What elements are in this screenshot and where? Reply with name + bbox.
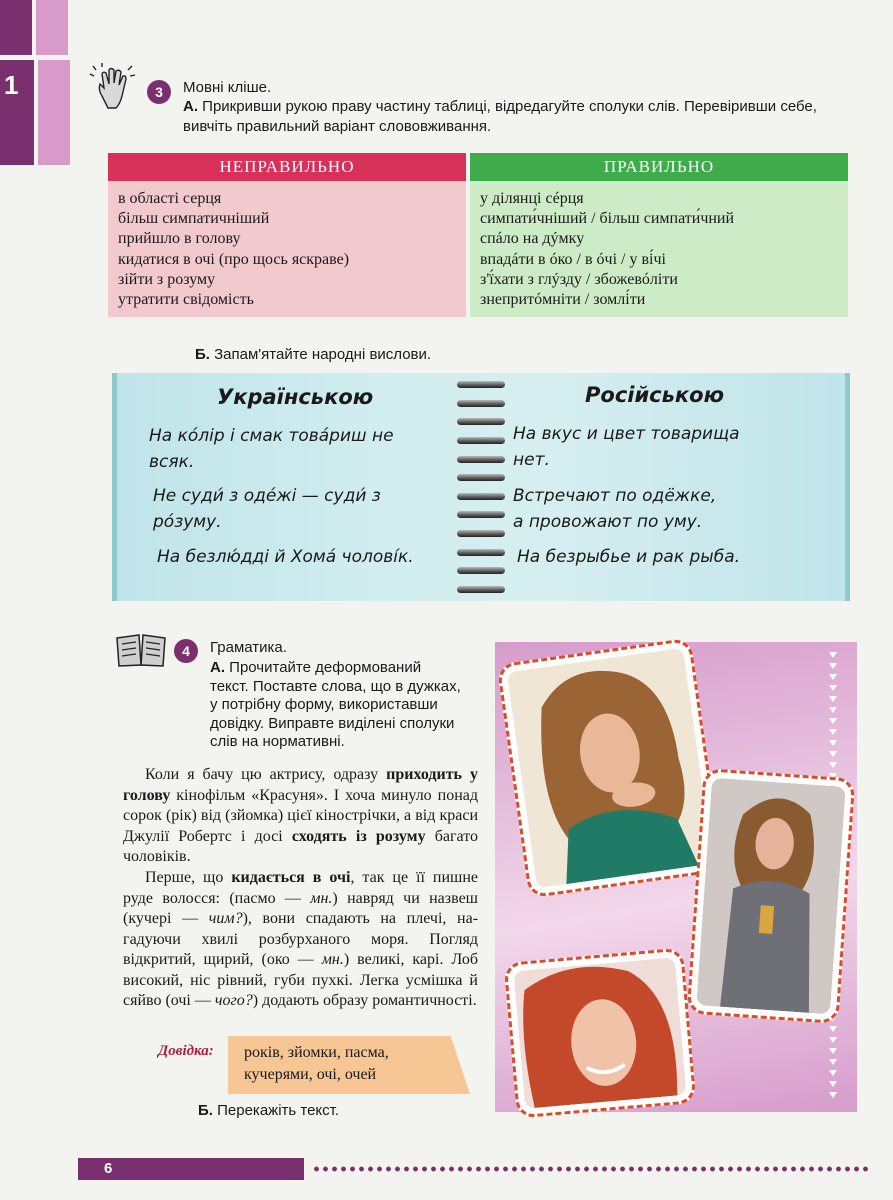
photo-frame-3 <box>504 947 697 1118</box>
wrong-item: утратити свідомість <box>118 291 254 309</box>
ukr-proverb-3: На безлю́дді й Хомá чоловíк. <box>157 547 414 567</box>
wrong-item: кидатися в очі (про щось яскраве) <box>118 250 350 268</box>
spiral-ring <box>457 511 505 518</box>
footer-dotted-line <box>312 1166 872 1172</box>
part-a-text: Прикривши рукою праву частину таблиці, відредагуйте сполуки слів. Перевіривши себе, вивчіть правильний варіант слововживання. <box>183 98 817 135</box>
hint-words: років, зйомки, пасма, кучерями, очі, очей <box>244 1044 389 1083</box>
wrong-item: прийшло в голову <box>118 230 241 248</box>
margin-tab-pink <box>38 60 70 165</box>
spiral-ring <box>457 530 505 537</box>
book-icon <box>115 632 167 668</box>
highlighted-phrase: кидається в очі <box>231 869 351 886</box>
part-b-label: Б. <box>198 1102 213 1119</box>
spiral-ring <box>457 549 505 556</box>
spiral-ring <box>457 586 505 593</box>
wrong-item: зійти з розуму <box>118 270 216 288</box>
rus-proverb-3: На безрыбье и рак рыба. <box>517 547 741 567</box>
rus-proverb-2: Встречают по одёжке, а провожают по уму. <box>513 486 717 532</box>
part-a-label: А. <box>210 659 225 676</box>
hand-icon <box>88 62 140 112</box>
part-b-text: Перекажіть текст. <box>217 1102 340 1119</box>
right-column-header: ПРАВИЛЬНО <box>470 153 848 181</box>
right-item: симпати́чніший / більш симпати́чний <box>480 210 735 228</box>
proverbs-notebook <box>112 373 850 601</box>
actress-photo-2 <box>696 778 846 1015</box>
spiral-ring <box>457 493 505 500</box>
spiral-binding <box>453 377 509 597</box>
rus-proverb-1: На вкус и цвет товарища нет. <box>513 424 740 470</box>
ukr-proverb-1: На кóлір і смак товáриш не всяк. <box>149 426 394 472</box>
ukr-proverb-2: Не суди́ з одéжі — суди́ з рóзуму. <box>153 486 381 532</box>
part-b-text: Запам'ятайте народні вислови. <box>214 346 432 363</box>
actress-photo-1 <box>507 648 714 889</box>
task-4-part-b <box>198 1101 339 1121</box>
unit-number-tab <box>0 60 34 165</box>
task-3-title: Мовні кліше. <box>183 79 272 96</box>
part-b-label: Б. <box>195 346 210 363</box>
spiral-ring <box>457 474 505 481</box>
actress-photo-3 <box>513 957 686 1109</box>
spiral-ring <box>457 381 505 388</box>
correction-table <box>108 153 848 317</box>
task-3-part-b <box>195 345 431 365</box>
task-4-number: 4 <box>174 639 198 663</box>
spiral-ring <box>457 418 505 425</box>
photo-frame-1 <box>497 638 724 899</box>
wrong-column-header: НЕПРАВИЛЬНО <box>108 153 466 181</box>
task-4-part-a: А. Прочитайте деформований текст. Поставте слова, що в дужках, у потрібну форму, використавши довідку. Виправте виділені сполуки слів на нормативні. <box>210 659 461 750</box>
highlighted-phrase: сходять із розуму <box>291 827 426 845</box>
spiral-ring <box>457 456 505 463</box>
right-item: з'ї́хати з глýзду / збожевóліти <box>480 270 678 288</box>
task-4-title: Граматика. <box>210 639 287 656</box>
spiral-ring <box>457 567 505 574</box>
russian-header: Російською <box>585 383 725 407</box>
highlighted-phrase: приходить у голову <box>123 766 478 804</box>
margin-tab-top-pink <box>36 0 68 55</box>
spiral-ring <box>457 400 505 407</box>
right-column <box>470 181 848 317</box>
task-3-part-a <box>183 97 855 137</box>
margin-tab-top-dark <box>0 0 32 55</box>
right-item: впадáти в óко / в óчі / у ві́чі <box>480 250 666 268</box>
wrong-column <box>108 181 466 317</box>
page-number: 6 <box>78 1158 304 1180</box>
wrong-item: більш симпатичніший <box>118 210 270 228</box>
wrong-item: в області серця <box>118 190 222 207</box>
task-3-number: 3 <box>147 80 171 104</box>
right-item: спáло на дýмку <box>480 230 585 248</box>
spiral-ring <box>457 437 505 444</box>
unit-number: 1 <box>4 70 19 100</box>
part-a-label: А. <box>183 98 198 115</box>
hint-label: Довідка: <box>158 1043 214 1059</box>
ukrainian-header: Українською <box>217 385 374 409</box>
text-paragraph-1: Коли я бачу цю актрису, одразу приходить у голову кінофільм «Красуня». І хоча минуло понад сорок (рік) від (зйомка) цієї кінострічки, а від краси Джулії Робертс і досі сходять із розуму багато чоловіків. <box>123 766 478 865</box>
photo-frame-2 <box>687 768 856 1024</box>
text-paragraph-2: Перше, що кидається в очі, так це її пишне руде волосся: (пасмо — мн.) навряд чи назвеш (кучері — чим?), вони спадають на плечі, нагадуючи хвилі розбурханого моря. Погляд відкритий, щирий, (око — мн.) великі, карі. Лоб високий, ніс рівний, губи пухкі. Легка усмішка й сяйво (очі — чого?) додають образу романтичності. <box>123 869 479 1009</box>
right-item: знепритóмніти / зомлі́ти <box>480 291 646 309</box>
right-item: у ділянці сéрця <box>480 190 584 207</box>
